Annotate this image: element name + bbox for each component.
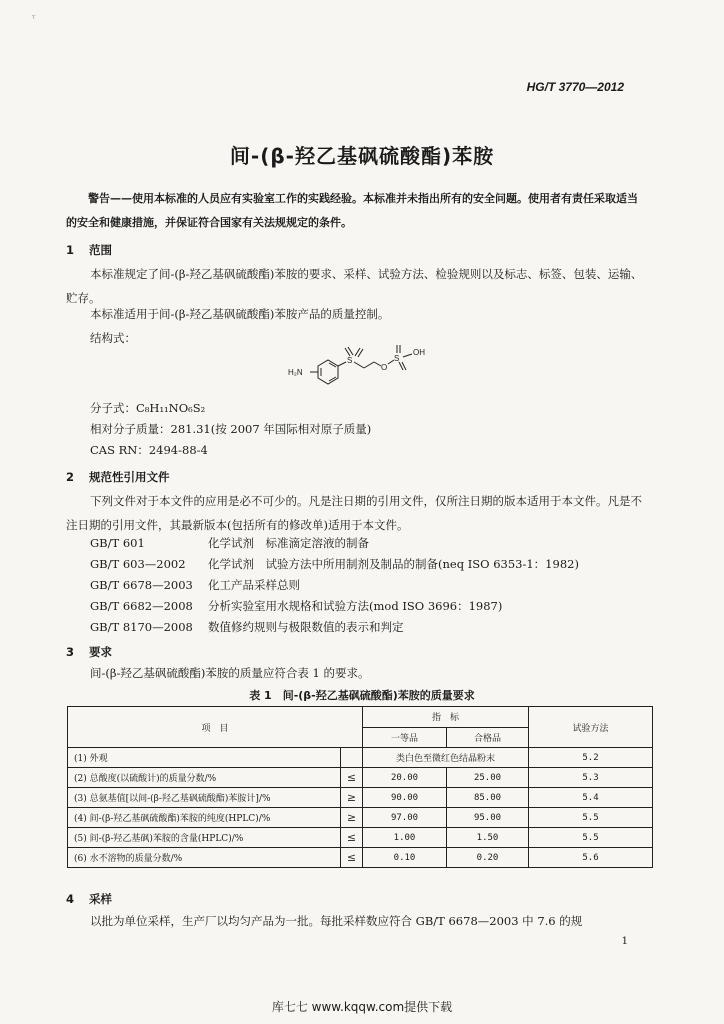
row-method: 5.6 bbox=[529, 848, 653, 868]
amine-group: H₂N bbox=[288, 368, 303, 377]
formula-value: C₈H₁₁NO₆S₂ bbox=[136, 401, 206, 415]
row-symbol: ≤ bbox=[341, 848, 363, 868]
row-method: 5.4 bbox=[529, 788, 653, 808]
section-number: 3 bbox=[66, 645, 75, 659]
section-title: 采样 bbox=[89, 892, 112, 906]
row-symbol: ≥ bbox=[341, 808, 363, 828]
reference-item bbox=[90, 577, 300, 593]
row-qualified: 25.00 bbox=[447, 768, 529, 788]
row-symbol bbox=[341, 748, 363, 768]
reference-item bbox=[90, 619, 404, 635]
hydroxyl-group: OH bbox=[413, 348, 425, 357]
reference-item bbox=[90, 598, 502, 614]
table-header-row bbox=[68, 707, 653, 728]
quality-requirements-table bbox=[67, 706, 653, 868]
reference-title: 分析实验室用水规格和试验方法(mod ISO 3696：1987) bbox=[208, 599, 503, 613]
molecular-mass: 相对分子质量：281.31(按 2007 年国际相对原子质量) bbox=[90, 422, 372, 436]
section-number: 1 bbox=[66, 243, 75, 257]
row-first-grade: 0.10 bbox=[363, 848, 447, 868]
reference-item bbox=[90, 556, 579, 572]
table-row bbox=[68, 828, 653, 848]
header-item: 项 目 bbox=[68, 707, 363, 748]
reference-title: 化学试剂 标准滴定溶液的制备 bbox=[208, 536, 369, 550]
page-number: 1 bbox=[621, 936, 628, 947]
row-first-grade: 97.00 bbox=[363, 808, 447, 828]
sampling-paragraph: 以批为单位采样，生产厂以均匀产品为一批。每批采样数应符合 GB/T 6678—2003 中 7.6 的规 bbox=[90, 914, 583, 928]
table-row bbox=[68, 768, 653, 788]
molecular-formula bbox=[90, 400, 205, 416]
section-title: 范围 bbox=[89, 243, 112, 257]
download-footer: 库七七 www.kqqw.com提供下载 bbox=[271, 1000, 453, 1014]
row-qualified: 85.00 bbox=[447, 788, 529, 808]
sulfonyl-sulfur: S bbox=[347, 356, 353, 365]
row-method: 5.3 bbox=[529, 768, 653, 788]
row-first-grade: 20.00 bbox=[363, 768, 447, 788]
reference-title: 化学试剂 试验方法中所用制剂及制品的制备(neq ISO 6353-1：1982) bbox=[208, 557, 579, 571]
scope-paragraph: 本标准规定了间-(β-羟乙基砜硫酸酯)苯胺的要求、采样、试验方法、检验规则以及标志、标签、包装、运输、贮存。 bbox=[66, 267, 643, 305]
reference-code: GB/T 6682—2008 bbox=[90, 599, 193, 613]
section-4-heading bbox=[66, 891, 112, 907]
document-title: 间-(β-羟乙基砜硫酸酯)苯胺 bbox=[229, 144, 495, 168]
reference-code: GB/T 8170—2008 bbox=[90, 620, 193, 634]
scan-mark: ᵀ bbox=[32, 14, 36, 23]
row-first-grade: 1.00 bbox=[363, 828, 447, 848]
reference-code: GB/T 6678—2003 bbox=[90, 578, 193, 592]
row-qualified: 95.00 bbox=[447, 808, 529, 828]
reference-code: GB/T 603—2002 bbox=[90, 557, 186, 571]
reference-code: GB/T 601 bbox=[90, 536, 145, 550]
section-title: 要求 bbox=[89, 645, 112, 659]
row-symbol: ≤ bbox=[341, 828, 363, 848]
scope-applicability: 本标准适用于间-(β-羟乙基砜硫酸酯)苯胺产品的质量控制。 bbox=[90, 307, 390, 321]
reference-item bbox=[90, 535, 369, 551]
structural-formula bbox=[282, 340, 432, 408]
row-first-grade: 90.00 bbox=[363, 788, 447, 808]
row-merged-value: 类白色至微红色结晶粉末 bbox=[363, 748, 529, 768]
row-item: (6) 水不溶物的质量分数/% bbox=[68, 848, 341, 868]
header-qualified: 合格品 bbox=[447, 727, 529, 748]
header-first-grade: 一等品 bbox=[363, 727, 447, 748]
row-method: 5.5 bbox=[529, 808, 653, 828]
table-row bbox=[68, 748, 653, 768]
section-2-heading bbox=[66, 469, 170, 485]
row-qualified: 0.20 bbox=[447, 848, 529, 868]
section-3-heading bbox=[66, 644, 112, 660]
row-method: 5.2 bbox=[529, 748, 653, 768]
references-paragraph: 下列文件对于本文件的应用是必不可少的。凡是注日期的引用文件，仅所注日期的版本适用于本文件。凡是不注日期的引用文件，其最新版本(包括所有的修改单)适用于本文件。 bbox=[66, 494, 642, 532]
row-method: 5.5 bbox=[529, 828, 653, 848]
cas-number: CAS RN：2494-88-4 bbox=[90, 443, 208, 457]
row-item: (1) 外观 bbox=[68, 748, 341, 768]
section-number: 4 bbox=[66, 892, 75, 906]
reference-title: 数值修约规则与极限数值的表示和判定 bbox=[208, 620, 404, 634]
row-item: (5) 间-(β-羟乙基砜)苯胺的含量(HPLC)/% bbox=[68, 828, 341, 848]
header-index: 指 标 bbox=[363, 707, 529, 728]
row-symbol: ≤ bbox=[341, 768, 363, 788]
warning-paragraph: 警告——使用本标准的人员应有实验室工作的实践经验。本标准并未指出所有的安全问题。使用者有责任采取适当的安全和健康措施，并保证符合国家有关法规规定的条件。 bbox=[66, 192, 638, 229]
row-qualified: 1.50 bbox=[447, 828, 529, 848]
requirements-paragraph: 间-(β-羟乙基砜硫酸酯)苯胺的质量应符合表 1 的要求。 bbox=[90, 666, 370, 680]
section-1-heading bbox=[66, 242, 112, 258]
table-title: 表 1 间-(β-羟乙基砜硫酸酯)苯胺的质量要求 bbox=[249, 689, 475, 702]
formula-label: 分子式： bbox=[90, 401, 136, 415]
reference-title: 化工产品采样总则 bbox=[208, 578, 300, 592]
row-item: (2) 总酸度(以硫酸计)的质量分数/% bbox=[68, 768, 341, 788]
structure-label: 结构式： bbox=[90, 331, 136, 345]
standard-code: HG/T 3770—2012 bbox=[526, 80, 624, 94]
header-method: 试验方法 bbox=[529, 707, 653, 748]
sulfate-sulfur: S bbox=[394, 354, 400, 363]
section-number: 2 bbox=[66, 470, 75, 484]
section-title: 规范性引用文件 bbox=[89, 470, 170, 484]
row-item: (3) 总氨基值[以间-(β-羟乙基砜硫酸酯)苯胺计]/% bbox=[68, 788, 341, 808]
table-row bbox=[68, 848, 653, 868]
table-row bbox=[68, 788, 653, 808]
row-symbol: ≥ bbox=[341, 788, 363, 808]
row-item: (4) 间-(β-羟乙基砜硫酸酯)苯胺的纯度(HPLC)/% bbox=[68, 808, 341, 828]
table-row bbox=[68, 808, 653, 828]
ether-oxygen: O bbox=[381, 363, 388, 372]
